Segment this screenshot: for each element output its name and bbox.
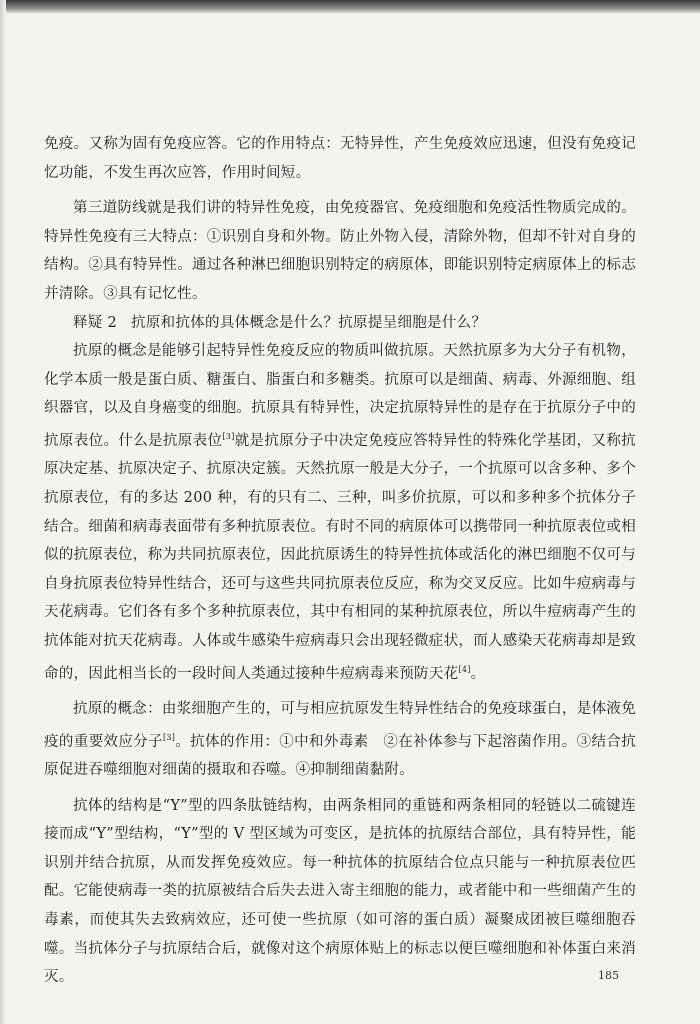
scan-shadow-top — [0, 0, 700, 14]
question-heading — [44, 309, 636, 338]
paragraph-specific-immunity: 第三道防线就是我们讲的特异性免疫，由免疫器官、免疫细胞和免疫活性物质完成的。特异性免疫有三大特点：①识别自身和外物。防止外物入侵，清除外物，但却不针对自身的结构。②具有特异性。通过各种淋巴细胞识别特定的病原体，即能识别特定病原体上的标志并清除。③具有记忆性。 — [44, 200, 636, 302]
paragraph-antibody-structure: 抗体的结构是“Y”型的四条肽链结构，由两条相同的重链和两条相同的轻链以二硫键连接而成“Y”型结构，“Y”型的 V 型区域为可变区，是抗体的抗原结合部位，具有特异性，能识别并结合抗原，从而发挥免疫效应。每一种抗体的抗原结合位点只能与一种抗原表位匹配。它能使病毒一类的抗原被结合后失去进入寄主细胞的能力，或者能中和一些细菌产生的毒素，而使其失去致病效应，还可使一些抗原（如可溶的蛋白质）凝聚成团被巨噬细胞吞噬。当抗体分子与抗原结合后，就像对这个病原体贴上的标志以便巨噬细胞和补体蛋白来消灭。 — [44, 797, 636, 986]
page-number: 185 — [598, 969, 619, 982]
question-number: 释疑 2 — [73, 314, 118, 331]
paragraph-antigen — [44, 337, 636, 688]
paragraph-antibody-concept — [44, 695, 636, 785]
antigen-text-b: 就是抗原分子中决定免疫应答特异性的特殊化学基团，又称抗原决定基、抗原决定子、抗原决定簇。天然抗原一般是大分子，一个抗原可以含多种、多个抗原表位，有的多达 200 种，有的只有二、三种，叫多价抗原，可以和多种多个抗体分子结合。细菌和病毒表面带有多种抗原表位。有时不同的病原体可以携带同一种抗原表位或相似的抗原表位，称为共同抗原表位，因此抗原诱生的特异性抗体或活化的淋巴细胞不仅可与自身抗原表位特异性结合，还可与这些共同抗原表位反应，称为交叉反应。比如牛痘病毒与天花病毒。它们各有多个多种抗原表位，其中有相同的某种抗原表位，所以牛痘病毒产生的抗体能对抗天花病毒。人体或牛感染牛痘病毒只会出现轻微症状，而人感染天花病毒却是致命的，因此相当长的一段时间人类通过接种牛痘病毒来预防天花 — [44, 432, 636, 682]
antibody-text-a: 抗原的概念：由浆细胞产生的，可与相应抗原发生特异性结合的免疫球蛋白，是体液免疫的重要效应分子 — [44, 700, 636, 750]
antigen-text-end: 。 — [470, 665, 486, 682]
citation-ref: [4] — [458, 664, 471, 674]
antigen-text-a: 抗原的概念是能够引起特异性免疫反应的物质叫做抗原。天然抗原多为大分子有机物，化学本质一般是蛋白质、糖蛋白、脂蛋白和多糖类。抗原可以是细菌、病毒、外源细胞、组织器官，以及自身癌变的细胞。抗原具有特异性，决定抗原特异性的是存在于抗原分子中的抗原表位。什么是抗原表位 — [44, 343, 636, 449]
paragraph-innate-immunity: 免疫。又称为固有免疫应答。它的作用特点：无特异性，产生免疫效应迅速，但没有免疫记忆功能，不发生再次应答，作用时间短。 — [44, 136, 636, 181]
antibody-text-b: 。抗体的作用：①中和外毒素 ②在补体参与下起溶菌作用。③结合抗原促进吞噬细胞对细菌的摄取和吞噬。④抑制细菌黏附。 — [44, 733, 637, 778]
citation-ref: [3] — [222, 431, 235, 441]
citation-ref: [3] — [162, 732, 176, 742]
question-text: 抗原和抗体的具体概念是什么？抗原提呈细胞是什么？ — [131, 314, 487, 331]
scan-shadow-left — [0, 0, 6, 1024]
page-body — [44, 130, 636, 992]
